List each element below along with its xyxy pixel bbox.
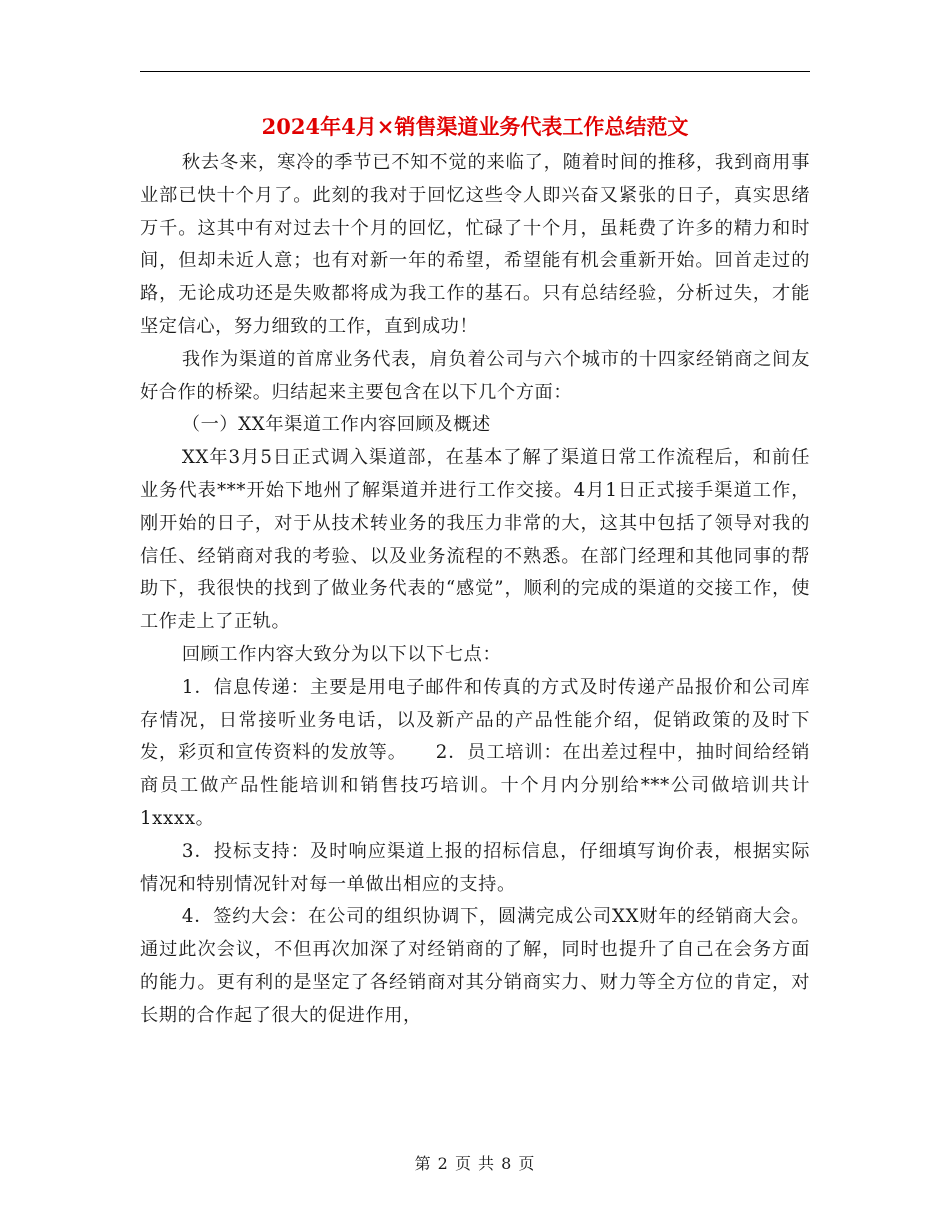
document-body [140, 147, 810, 1033]
list-item-bidding-support: 3．投标支持：及时响应渠道上报的招标信息，仔细填写询价表，根据实际情况和特别情况针对每一单做出相应的支持。 [140, 840, 810, 895]
paragraph-role: 我作为渠道的首席业务代表，肩负着公司与六个城市的十四家经销商之间友好合作的桥梁。归结起来主要包含在以下几个方面： [140, 348, 810, 403]
paragraph-intro: 秋去冬来，寒冷的季节已不知不觉的来临了，随着时间的推移，我到商用事业部已快十个月了。此刻的我对于回忆这些令人即兴奋又紧张的日子，真实思绪万千。这其中有对过去十个月的回忆，忙碌了十个月，虽耗费了许多的精力和时间，但却未近人意；也有对新一年的希望，希望能有机会重新开始。回首走过的路，无论成功还是失败都将成为我工作的基石。只有总结经验，分析过失，才能坚定信心，努力细致的工作，直到成功！ [140, 152, 810, 337]
header-rule [140, 71, 810, 72]
list-item-info-and-training: 1．信息传递：主要是用电子邮件和传真的方式及时传递产品报价和公司库存情况，日常接听业务电话，以及新产品的产品性能介绍，促销政策的及时下发，彩页和宣传资料的发放等。 2．员工培训：在出差过程中，抽时间给经销商员工做产品性能培训和销售技巧培训。十个月内分别给***公司做培训共计1xxxx。 [140, 676, 810, 829]
document-title: 2024年4月×销售渠道业务代表工作总结范文 [261, 114, 689, 139]
paragraph-review: XX年3月5日正式调入渠道部，在基本了解了渠道日常工作流程后，和前任业务代表***开始下地州了解渠道并进行工作交接。4月1日正式接手渠道工作，刚开始的日子，对于从技术转业务的我压力非常的大，这其中包括了领导对我的信任、经销商对我的考验、以及业务流程的不熟悉。在部门经理和其他同事的帮助下，我很快的找到了做业务代表的“感觉”，顺利的完成的渠道的交接工作，使工作走上了正轨。 [140, 447, 810, 633]
page-number: 第 2 页 共 8 页 [414, 1154, 536, 1173]
section-heading: （一）XX年渠道工作内容回顾及概述 [181, 414, 491, 436]
list-item-signing-conference: 4．签约大会：在公司的组织协调下，圆满完成公司XX财年的经销商大会。通过此次会议，不但再次加深了对经销商的了解，同时也提升了自己在会务方面的能力。更有利的是坚定了各经销商对其分销商实力、财力等全方位的肯定，对长期的合作起了很大的促进作用， [140, 906, 810, 1026]
paragraph-seven-points: 回顾工作内容大致分为以下以下七点： [181, 643, 502, 665]
